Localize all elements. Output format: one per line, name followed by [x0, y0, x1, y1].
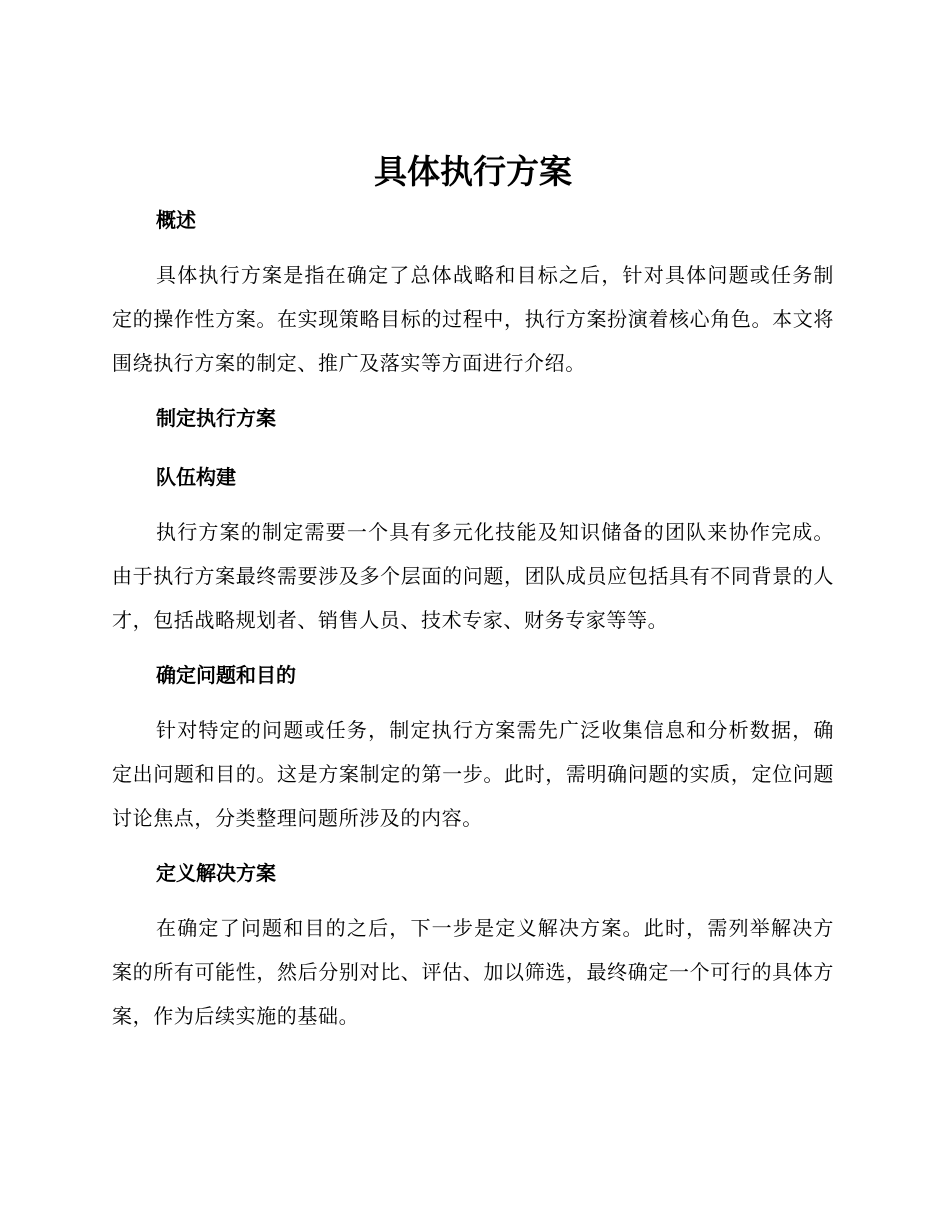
- section-paragraph-define-problem: 针对特定的问题或任务，制定执行方案需先广泛收集信息和分析数据，确定出问题和目的。这是方案制定的第一步。此时，需明确问题的实质，定位问题讨论焦点，分类整理问题所涉及的内容。: [112, 718, 834, 830]
- section-paragraph-team-building: 执行方案的制定需要一个具有多元化技能及知识储备的团队来协作完成。由于执行方案最终需要涉及多个层面的问题，团队成员应包括具有不同背景的人才，包括战略规划者、销售人员、技术专家、财务专家等等。: [112, 520, 834, 632]
- section-heading-define-solution: 定义解决方案: [156, 861, 276, 885]
- section-paragraph-define-solution: 在确定了问题和目的之后，下一步是定义解决方案。此时，需列举解决方案的所有可能性，然后分别对比、评估、加以筛选，最终确定一个可行的具体方案，作为后续实施的基础。: [112, 916, 834, 1028]
- section-heading-formulate-plan: 制定执行方案: [156, 406, 276, 430]
- section-paragraph-overview: 具体执行方案是指在确定了总体战略和目标之后，针对具体问题或任务制定的操作性方案。在实现策略目标的过程中，执行方案扮演着核心角色。本文将围绕执行方案的制定、推广及落实等方面进行介绍。: [112, 263, 834, 375]
- section-heading-overview: 概述: [156, 208, 196, 232]
- document-title: 具体执行方案: [374, 152, 572, 191]
- document-body: [112, 148, 834, 1038]
- section-heading-team-building: 队伍构建: [156, 465, 236, 489]
- section-heading-define-problem: 确定问题和目的: [156, 663, 296, 687]
